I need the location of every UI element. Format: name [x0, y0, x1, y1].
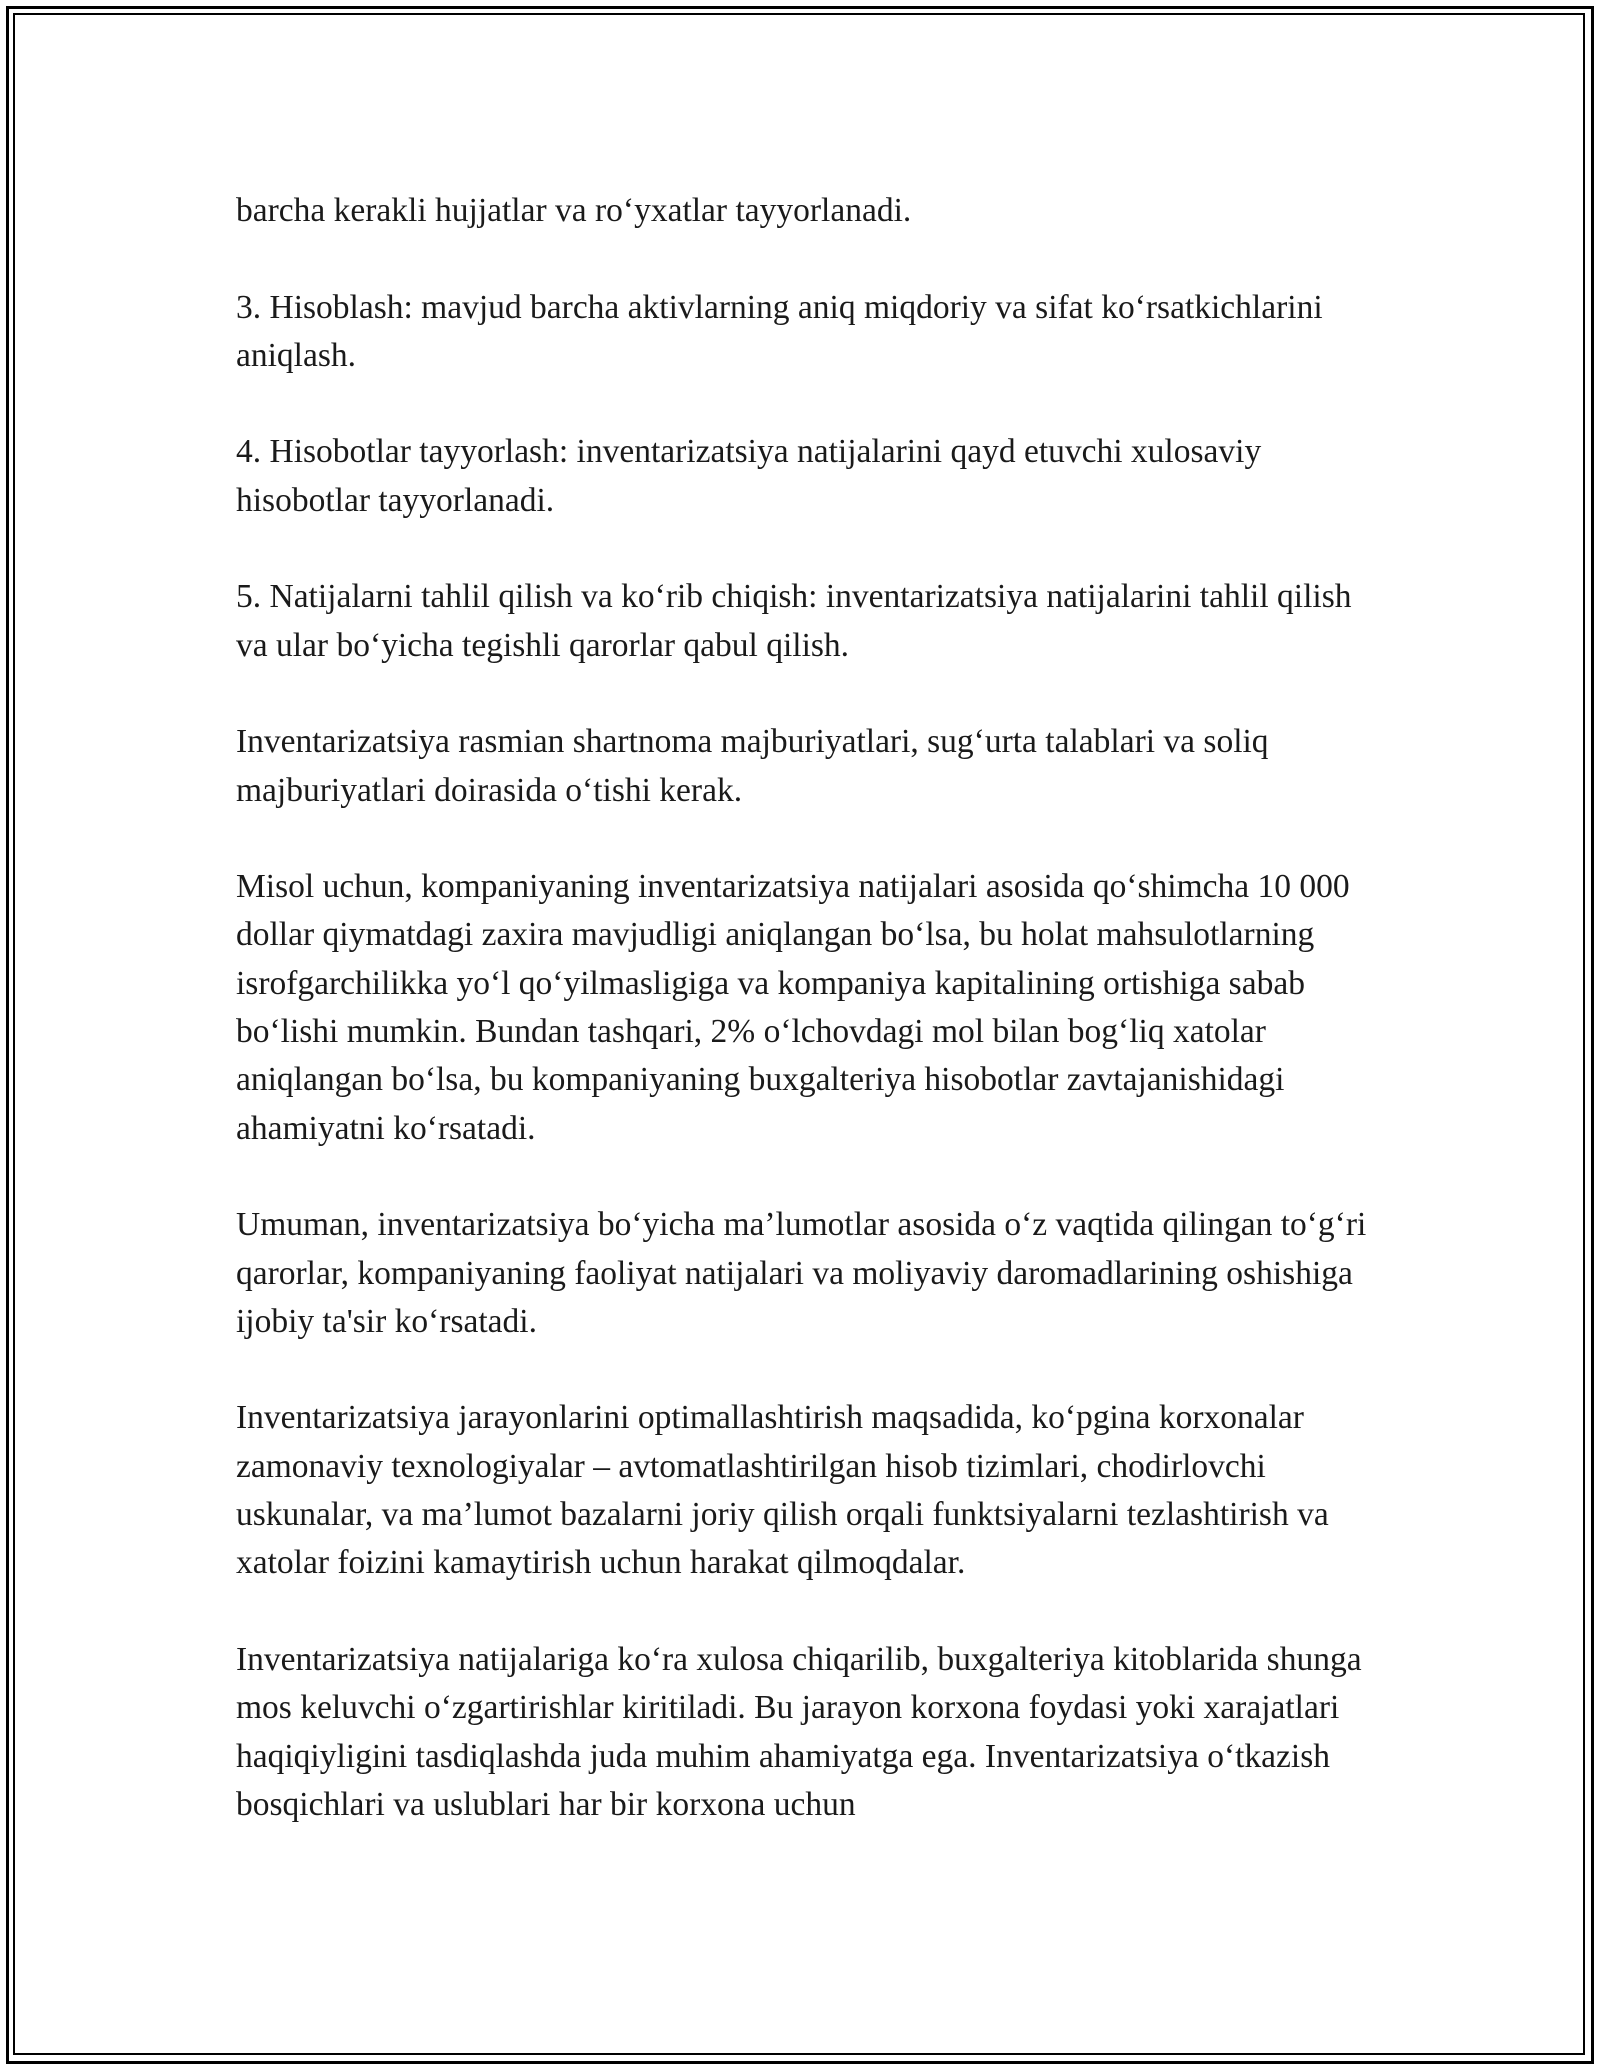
- paragraph-optimization: Inventarizatsiya jarayonlarini optimallashtirish maqsadida, ko‘pgina korxonalar zamonaviy texnologiyalar – avtomatlashtirilgan hisob tizimlari, chodirlovchi uskunalar, va ma’lumot bazalarni joriy qilish orqali funktsiyalarni tezlashtirish va xatolar foizini kamaytirish uchun harakat qilmoqdalar.: [236, 1399, 1329, 1582]
- paragraph-summary: Umuman, inventarizatsiya bo‘yicha ma’lumotlar asosida o‘z vaqtida qilingan to‘g‘ri qarorlar, kompaniyaning faoliyat natijalari va moliyaviy daromadlarining oshishiga ijobiy ta'sir ko‘rsatadi.: [236, 1206, 1367, 1340]
- paragraph-conclusion: Inventarizatsiya natijalariga ko‘ra xulosa chiqarilib, buxgalteriya kitoblarida shunga mos keluvchi o‘zgartirishlar kiritiladi. Bu jarayon korxona foydasi yoki xarajatlari haqiqiyligini tasdiqlashda juda muhim ahamiyatga ega. Inventarizatsiya o‘tkazish bosqichlari va uslublari har bir korxona uchun: [236, 1640, 1362, 1823]
- document-body: [236, 187, 1376, 1829]
- paragraph-obligations: Inventarizatsiya rasmian shartnoma majburiyatlari, sug‘urta talablari va soliq majburiyatlari doirasida o‘tishi kerak.: [236, 723, 1269, 809]
- paragraph-example: Misol uchun, kompaniyaning inventarizatsiya natijalari asosida qo‘shimcha 10 000 dollar qiymatdagi zaxira mavjudligi aniqlangan bo‘lsa, bu holat mahsulotlarning isrofgarchilikka yo‘l qo‘yilmasligiga va kompaniya kapitalining ortishiga sabab bo‘lishi mumkin. Bundan tashqari, 2% o‘lchovdagi mol bilan bog‘liq xatolar aniqlangan bo‘lsa, bu kompaniyaning buxgalteriya hisobotlar zavtajanishidagi ahamiyatni ko‘rsatadi.: [236, 868, 1350, 1147]
- paragraph-continuation: barcha kerakli hujjatlar va ro‘yxatlar tayyorlanadi.: [236, 192, 912, 229]
- paragraph-step-3: 3. Hisoblash: mavjud barcha aktivlarning aniq miqdoriy va sifat ko‘rsatkichlarini aniqlash.: [236, 288, 1323, 374]
- paragraph-step-4: 4. Hisobotlar tayyorlash: inventarizatsiya natijalarini qayd etuvchi xulosaviy hisobotlar tayyorlanadi.: [236, 433, 1262, 519]
- paragraph-step-5: 5. Natijalarni tahlil qilish va ko‘rib chiqish: inventarizatsiya natijalarini tahlil qilish va ular bo‘yicha tegishli qarorlar qabul qilish.: [236, 578, 1352, 664]
